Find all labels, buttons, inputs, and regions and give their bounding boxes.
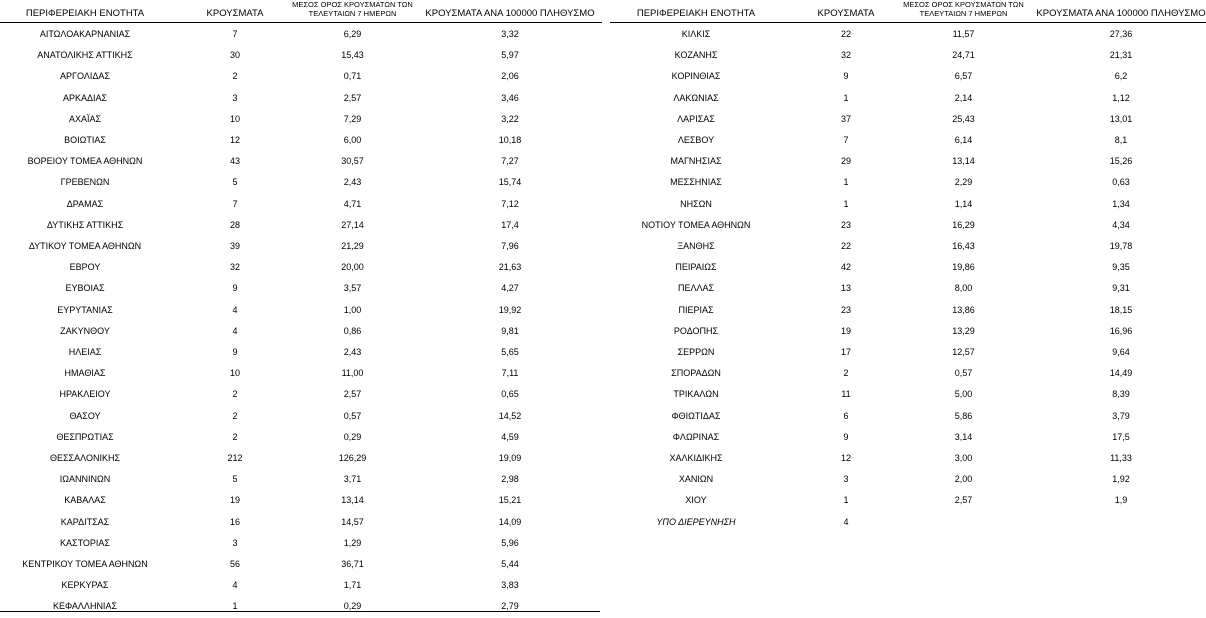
table-row xyxy=(0,575,606,596)
avg-7-days-value: 126,29 xyxy=(338,453,367,463)
per-100k-value: 1,92 xyxy=(1112,474,1130,485)
table-row xyxy=(606,109,1206,130)
region-name: ΓΡΕΒΕΝΩΝ xyxy=(60,177,110,188)
cases-value: 19 xyxy=(229,495,240,506)
cases-value: 4 xyxy=(232,325,238,336)
region-name: ΚΑΒΑΛΑΣ xyxy=(64,495,106,506)
avg-7-days-value: 16,43 xyxy=(952,241,975,251)
per-100k-value: 1,12 xyxy=(1112,92,1130,103)
cases-value: 6 xyxy=(843,410,849,421)
per-100k-value: 5,44 xyxy=(501,559,519,569)
region-name: ΑΝΑΤΟΛΙΚΗΣ ΑΤΤΙΚΗΣ xyxy=(37,50,133,61)
per-100k-value: 3,22 xyxy=(501,113,519,124)
table-bottom-border xyxy=(0,611,600,612)
table-row xyxy=(0,321,606,342)
per-100k-value: 15,26 xyxy=(1109,156,1133,167)
table-row xyxy=(0,512,606,533)
cases-value: 9 xyxy=(843,71,849,82)
table-row xyxy=(0,172,606,193)
per-100k-value: 3,46 xyxy=(501,92,519,103)
region-name: ΑΡΓΟΛΙΔΑΣ xyxy=(60,71,110,82)
per-100k-value: 9,81 xyxy=(501,325,519,336)
cases-value: 19 xyxy=(840,325,851,336)
cases-value: 22 xyxy=(840,241,851,251)
per-100k-value: 3,79 xyxy=(1112,410,1130,421)
cases-value: 2 xyxy=(232,71,238,82)
region-name: ΙΩΑΝΝΙΝΩΝ xyxy=(59,474,111,485)
region-name: ΗΜΑΘΙΑΣ xyxy=(64,368,106,379)
avg-7-days-value: 5,86 xyxy=(954,410,973,421)
avg-7-days-value: 4,71 xyxy=(343,198,362,209)
cases-value: 1 xyxy=(843,495,849,506)
cases-value: 37 xyxy=(840,113,851,124)
region-name: ΚΙΛΚΙΣ xyxy=(681,29,711,39)
cases-value: 42 xyxy=(840,262,851,273)
per-100k-value: 19,78 xyxy=(1109,241,1133,251)
cases-value: 32 xyxy=(840,50,851,61)
avg-7-days-value: 19,86 xyxy=(952,262,975,273)
region-name: ΠΕΛΛΑΣ xyxy=(677,283,715,294)
per-100k-value: 6,2 xyxy=(1114,71,1128,82)
per-100k-value: 4,34 xyxy=(1112,219,1130,230)
cases-value: 11 xyxy=(841,389,851,400)
cases-value: 4 xyxy=(232,580,238,591)
table-row xyxy=(606,24,1206,45)
table-row xyxy=(606,469,1206,490)
avg-7-days-value: 6,57 xyxy=(954,71,973,82)
region-name: ΕΥΡΥΤΑΝΙΑΣ xyxy=(57,304,113,315)
avg-7-days-value: 3,14 xyxy=(954,431,973,442)
per-100k-value: 7,96 xyxy=(501,241,519,251)
header-divider xyxy=(0,22,602,23)
avg-7-days-value: 30,57 xyxy=(341,156,364,167)
table-row xyxy=(0,427,606,448)
header-region: ΠΕΡΙΦΕΡΕΙΑΚΗ ΕΝΟΤΗΤΑ xyxy=(636,8,756,19)
region-name: ΑΡΚΑΔΙΑΣ xyxy=(62,92,108,103)
per-100k-value: 2,79 xyxy=(501,601,519,612)
cases-value: 1 xyxy=(843,92,849,103)
region-name: ΔΥΤΙΚΟΥ ΤΟΜΕΑ ΑΘΗΝΩΝ xyxy=(28,241,142,251)
cases-value: 7 xyxy=(843,135,849,145)
region-name: ΝΟΤΙΟΥ ΤΟΜΕΑ ΑΘΗΝΩΝ xyxy=(641,219,751,230)
region-name: ΖΑΚΥΝΘΟΥ xyxy=(60,325,110,336)
cases-value: 9 xyxy=(843,431,849,442)
per-100k-value: 7,11 xyxy=(501,368,519,379)
region-name: ΚΟΡΙΝΘΙΑΣ xyxy=(671,71,721,82)
avg-7-days-value: 3,00 xyxy=(954,453,973,463)
region-name: ΗΛΕΙΑΣ xyxy=(68,347,102,357)
per-100k-value: 9,35 xyxy=(1112,262,1130,273)
table-row xyxy=(606,512,1206,533)
avg-7-days-value: 3,57 xyxy=(343,283,362,294)
table-row xyxy=(606,130,1206,151)
table-row xyxy=(0,384,606,405)
table-row xyxy=(0,554,606,575)
avg-7-days-value: 8,00 xyxy=(954,283,973,294)
cases-value: 17 xyxy=(840,347,851,357)
table-row xyxy=(606,172,1206,193)
cases-value: 9 xyxy=(232,347,238,357)
region-name: ΧΙΟΥ xyxy=(685,495,707,506)
table-row xyxy=(0,215,606,236)
cases-value: 56 xyxy=(229,559,240,569)
region-name: ΞΑΝΘΗΣ xyxy=(677,241,715,251)
avg-7-days-value: 25,43 xyxy=(952,113,975,124)
table-row xyxy=(0,406,606,427)
avg-7-days-value: 13,14 xyxy=(952,156,975,167)
region-name: ΚΑΡΔΙΤΣΑΣ xyxy=(60,516,110,527)
table-row xyxy=(606,88,1206,109)
per-100k-value: 4,59 xyxy=(501,431,519,442)
header-avg-line2: ΤΕΛΕΥΤΑΙΩΝ 7 ΗΜΕΡΩΝ xyxy=(919,9,1008,18)
avg-7-days-value: 0,29 xyxy=(343,601,362,612)
per-100k-value: 8,39 xyxy=(1112,389,1130,400)
header-per-100k: ΚΡΟΥΣΜΑΤΑ ΑΝΑ 100000 ΠΛΗΘΥΣΜΟ xyxy=(1036,8,1206,19)
region-name: ΔΥΤΙΚΗΣ ΑΤΤΙΚΗΣ xyxy=(46,219,124,230)
region-name: ΥΠΟ ΔΙΕΡΕΥΝΗΣΗ xyxy=(656,516,736,527)
header-cases: ΚΡΟΥΣΜΑΤΑ xyxy=(817,8,875,19)
table-row xyxy=(606,215,1206,236)
cases-value: 28 xyxy=(229,219,240,230)
cases-value: 2 xyxy=(843,368,849,379)
cases-value: 2 xyxy=(232,431,238,442)
per-100k-value: 11,33 xyxy=(1110,453,1132,463)
cases-value: 22 xyxy=(840,29,851,39)
region-name: ΦΘΙΩΤΙΔΑΣ xyxy=(671,410,721,421)
cases-value: 3 xyxy=(232,537,238,548)
per-100k-value: 14,52 xyxy=(498,410,522,421)
avg-7-days-value: 2,57 xyxy=(343,92,362,103)
cases-value: 2 xyxy=(232,410,238,421)
per-100k-value: 0,65 xyxy=(501,389,519,400)
cases-value: 23 xyxy=(840,219,851,230)
avg-7-days-value: 0,57 xyxy=(343,410,362,421)
header-region: ΠΕΡΙΦΕΡΕΙΑΚΗ ΕΝΟΤΗΤΑ xyxy=(25,8,145,19)
cases-value: 1 xyxy=(232,601,238,612)
region-name: ΜΕΣΣΗΝΙΑΣ xyxy=(670,177,722,188)
table-row xyxy=(606,300,1206,321)
per-100k-value: 5,65 xyxy=(501,347,519,357)
table-row xyxy=(606,257,1206,278)
avg-7-days-value: 13,29 xyxy=(952,325,975,336)
table-row xyxy=(606,278,1206,299)
avg-7-days-value: 2,43 xyxy=(343,347,362,357)
region-name: ΚΟΖΑΝΗΣ xyxy=(674,50,718,61)
avg-7-days-value: 2,29 xyxy=(954,177,973,188)
region-name: ΛΕΣΒΟΥ xyxy=(677,135,715,145)
cases-value: 23 xyxy=(840,304,851,315)
cases-value: 9 xyxy=(232,283,238,294)
table-row xyxy=(0,257,606,278)
avg-7-days-value: 13,14 xyxy=(341,495,364,506)
avg-7-days-value: 5,00 xyxy=(954,389,973,400)
table-row xyxy=(0,490,606,511)
per-100k-value: 17,5 xyxy=(1112,431,1130,442)
left-table-header xyxy=(0,0,606,24)
table-row xyxy=(0,24,606,45)
per-100k-value: 0,63 xyxy=(1112,177,1130,188)
per-100k-value: 4,27 xyxy=(501,283,519,294)
per-100k-value: 27,36 xyxy=(1109,29,1133,39)
header-avg-line1: ΜΕΣΟΣ ΟΡΟΣ ΚΡΟΥΣΜΑΤΩΝ ΤΩΝ xyxy=(903,0,1024,9)
table-row xyxy=(0,151,606,172)
avg-7-days-value: 27,14 xyxy=(341,219,364,230)
per-100k-value: 19,92 xyxy=(498,304,522,315)
cases-value: 10 xyxy=(229,113,240,124)
table-row xyxy=(0,448,606,469)
table-row xyxy=(606,448,1206,469)
table-row xyxy=(606,490,1206,511)
per-100k-value: 13,01 xyxy=(1109,113,1133,124)
table-row xyxy=(0,300,606,321)
per-100k-value: 17,4 xyxy=(501,219,519,230)
per-100k-value: 21,31 xyxy=(1109,50,1133,61)
avg-7-days-value: 15,43 xyxy=(341,50,364,61)
avg-7-days-value: 21,29 xyxy=(341,241,364,251)
table-row xyxy=(0,194,606,215)
cases-value: 3 xyxy=(232,92,238,103)
region-name: ΑΙΤΩΛΟΑΚΑΡΝΑΝΙΑΣ xyxy=(39,29,131,39)
per-100k-value: 14,49 xyxy=(1109,368,1133,379)
region-name: ΚΕΦΑΛΛΗΝΙΑΣ xyxy=(52,601,118,612)
table-row xyxy=(0,88,606,109)
avg-7-days-value: 2,57 xyxy=(343,389,362,400)
avg-7-days-value: 20,00 xyxy=(341,262,364,273)
avg-7-days-value: 7,29 xyxy=(343,113,362,124)
cases-value: 5 xyxy=(232,177,238,188)
avg-7-days-value: 0,57 xyxy=(954,368,973,379)
table-row xyxy=(0,533,606,554)
table-row xyxy=(0,130,606,151)
region-name: ΦΛΩΡΙΝΑΣ xyxy=(672,431,720,442)
table-row xyxy=(606,194,1206,215)
per-100k-value: 5,97 xyxy=(501,50,519,61)
avg-7-days-value: 0,71 xyxy=(343,71,362,82)
region-name: ΒΟΙΩΤΙΑΣ xyxy=(64,135,106,145)
header-avg-line2: ΤΕΛΕΥΤΑΙΩΝ 7 ΗΜΕΡΩΝ xyxy=(308,9,397,18)
per-100k-value: 18,15 xyxy=(1109,304,1133,315)
table-row xyxy=(0,363,606,384)
per-100k-value: 2,98 xyxy=(501,474,519,485)
per-100k-value: 15,74 xyxy=(498,177,522,188)
header-per-100k: ΚΡΟΥΣΜΑΤΑ ΑΝΑ 100000 ΠΛΗΘΥΣΜΟ xyxy=(425,8,595,19)
table-row xyxy=(606,236,1206,257)
cases-value: 43 xyxy=(229,156,240,167)
table-row xyxy=(606,45,1206,66)
avg-7-days-value: 1,00 xyxy=(343,304,362,315)
per-100k-value: 16,96 xyxy=(1109,325,1133,336)
per-100k-value: 19,09 xyxy=(498,453,522,463)
region-name: ΚΕΝΤΡΙΚΟΥ ΤΟΜΕΑ ΑΘΗΝΩΝ xyxy=(22,559,148,569)
avg-7-days-value: 2,43 xyxy=(343,177,362,188)
cases-value: 7 xyxy=(232,29,238,39)
region-name: ΡΟΔΟΠΗΣ xyxy=(673,325,719,336)
avg-7-days-value: 36,71 xyxy=(341,559,364,569)
region-name: ΛΑΡΙΣΑΣ xyxy=(677,113,715,124)
per-100k-value: 9,31 xyxy=(1112,283,1130,294)
region-name: ΜΑΓΝΗΣΙΑΣ xyxy=(670,156,722,167)
avg-7-days-value: 0,29 xyxy=(343,431,362,442)
cases-value: 32 xyxy=(229,262,240,273)
cases-value: 212 xyxy=(227,453,243,463)
avg-7-days-value: 2,57 xyxy=(954,495,973,506)
cases-value: 10 xyxy=(229,368,240,379)
table-row xyxy=(0,278,606,299)
header-avg-line1: ΜΕΣΟΣ ΟΡΟΣ ΚΡΟΥΣΜΑΤΩΝ ΤΩΝ xyxy=(292,0,413,9)
cases-value: 2 xyxy=(232,389,238,400)
avg-7-days-value: 1,14 xyxy=(954,198,973,209)
table-row xyxy=(0,66,606,87)
cases-value: 39 xyxy=(229,241,240,251)
region-name: ΠΙΕΡΙΑΣ xyxy=(678,304,714,315)
avg-7-days-value: 6,00 xyxy=(343,135,362,145)
region-name: ΘΑΣΟΥ xyxy=(69,410,101,421)
table-row xyxy=(606,384,1206,405)
avg-7-days-value: 1,71 xyxy=(343,580,362,591)
table-row xyxy=(0,109,606,130)
avg-7-days-value: 13,86 xyxy=(952,304,975,315)
per-100k-value: 5,96 xyxy=(501,537,519,548)
table-row xyxy=(606,321,1206,342)
table-row xyxy=(606,151,1206,172)
cases-value: 3 xyxy=(843,474,849,485)
per-100k-value: 7,12 xyxy=(501,198,519,209)
cases-value: 7 xyxy=(232,198,238,209)
per-100k-value: 9,64 xyxy=(1112,347,1130,357)
avg-7-days-value: 11,00 xyxy=(341,368,364,379)
cases-value: 13 xyxy=(840,283,851,294)
table-row xyxy=(606,342,1206,363)
header-avg-7-days xyxy=(285,0,420,18)
table-row xyxy=(606,363,1206,384)
table-row xyxy=(0,596,606,617)
cases-value: 4 xyxy=(232,304,238,315)
per-100k-value: 1,9 xyxy=(1114,495,1128,506)
region-name: ΑΧΑΪΑΣ xyxy=(68,113,102,124)
region-name: ΔΡΑΜΑΣ xyxy=(66,198,104,209)
table-row xyxy=(606,427,1206,448)
per-100k-value: 7,27 xyxy=(501,156,519,167)
region-name: ΘΕΣΠΡΩΤΙΑΣ xyxy=(56,431,114,442)
table-row xyxy=(0,45,606,66)
avg-7-days-value: 3,71 xyxy=(343,474,362,485)
cases-value: 4 xyxy=(843,516,849,527)
region-name: ΚΑΣΤΟΡΙΑΣ xyxy=(60,537,110,548)
region-name: ΝΗΣΩΝ xyxy=(680,198,712,209)
per-100k-value: 3,32 xyxy=(501,29,519,39)
region-name: ΠΕΙΡΑΙΩΣ xyxy=(675,262,717,273)
region-name: ΘΕΣΣΑΛΟΝΙΚΗΣ xyxy=(49,453,121,463)
table-row xyxy=(0,342,606,363)
cases-value: 12 xyxy=(840,453,851,463)
avg-7-days-value: 16,29 xyxy=(952,219,975,230)
region-name: ΣΠΟΡΑΔΩΝ xyxy=(671,368,721,379)
region-name: ΧΑΝΙΩΝ xyxy=(678,474,714,485)
avg-7-days-value: 2,00 xyxy=(954,474,973,485)
cases-value: 12 xyxy=(229,135,240,145)
per-100k-value: 1,34 xyxy=(1112,198,1130,209)
region-name: ΚΕΡΚΥΡΑΣ xyxy=(61,580,109,591)
right-table-header xyxy=(606,0,1206,24)
avg-7-days-value: 6,14 xyxy=(954,135,973,145)
header-cases: ΚΡΟΥΣΜΑΤΑ xyxy=(206,8,264,19)
per-100k-value: 8,1 xyxy=(1114,135,1128,145)
header-divider xyxy=(610,22,1206,23)
avg-7-days-value: 12,57 xyxy=(952,347,975,357)
region-name: ΛΑΚΩΝΙΑΣ xyxy=(673,92,719,103)
per-100k-value: 10,18 xyxy=(498,135,522,145)
region-name: ΒΟΡΕΙΟΥ ΤΟΜΕΑ ΑΘΗΝΩΝ xyxy=(27,156,143,167)
avg-7-days-value: 2,14 xyxy=(954,92,973,103)
table-row xyxy=(606,66,1206,87)
avg-7-days-value: 1,29 xyxy=(343,537,362,548)
region-name: ΕΥΒΟΙΑΣ xyxy=(65,283,105,294)
cases-value: 1 xyxy=(843,177,849,188)
cases-value: 1 xyxy=(843,198,849,209)
per-100k-value: 21,63 xyxy=(498,262,522,273)
cases-value: 30 xyxy=(229,50,240,61)
table-row xyxy=(0,469,606,490)
table-row xyxy=(606,406,1206,427)
per-100k-value: 3,83 xyxy=(501,580,519,591)
cases-value: 16 xyxy=(229,516,240,527)
header-avg-7-days xyxy=(896,0,1031,18)
per-100k-value: 14,09 xyxy=(498,516,522,527)
region-name: ΕΒΡΟΥ xyxy=(69,262,101,273)
avg-7-days-value: 6,29 xyxy=(343,29,362,39)
avg-7-days-value: 0,86 xyxy=(343,325,362,336)
region-name: ΗΡΑΚΛΕΙΟΥ xyxy=(59,389,111,400)
avg-7-days-value: 11,57 xyxy=(952,29,975,39)
per-100k-value: 15,21 xyxy=(498,495,522,506)
table-row xyxy=(0,236,606,257)
avg-7-days-value: 14,57 xyxy=(341,516,364,527)
avg-7-days-value: 24,71 xyxy=(952,50,975,61)
region-name: ΤΡΙΚΑΛΩΝ xyxy=(673,389,719,400)
cases-value: 29 xyxy=(840,156,851,167)
region-name: ΣΕΡΡΩΝ xyxy=(677,347,715,357)
region-name: ΧΑΛΚΙΔΙΚΗΣ xyxy=(669,453,723,463)
cases-value: 5 xyxy=(232,474,238,485)
per-100k-value: 2,06 xyxy=(501,71,519,82)
